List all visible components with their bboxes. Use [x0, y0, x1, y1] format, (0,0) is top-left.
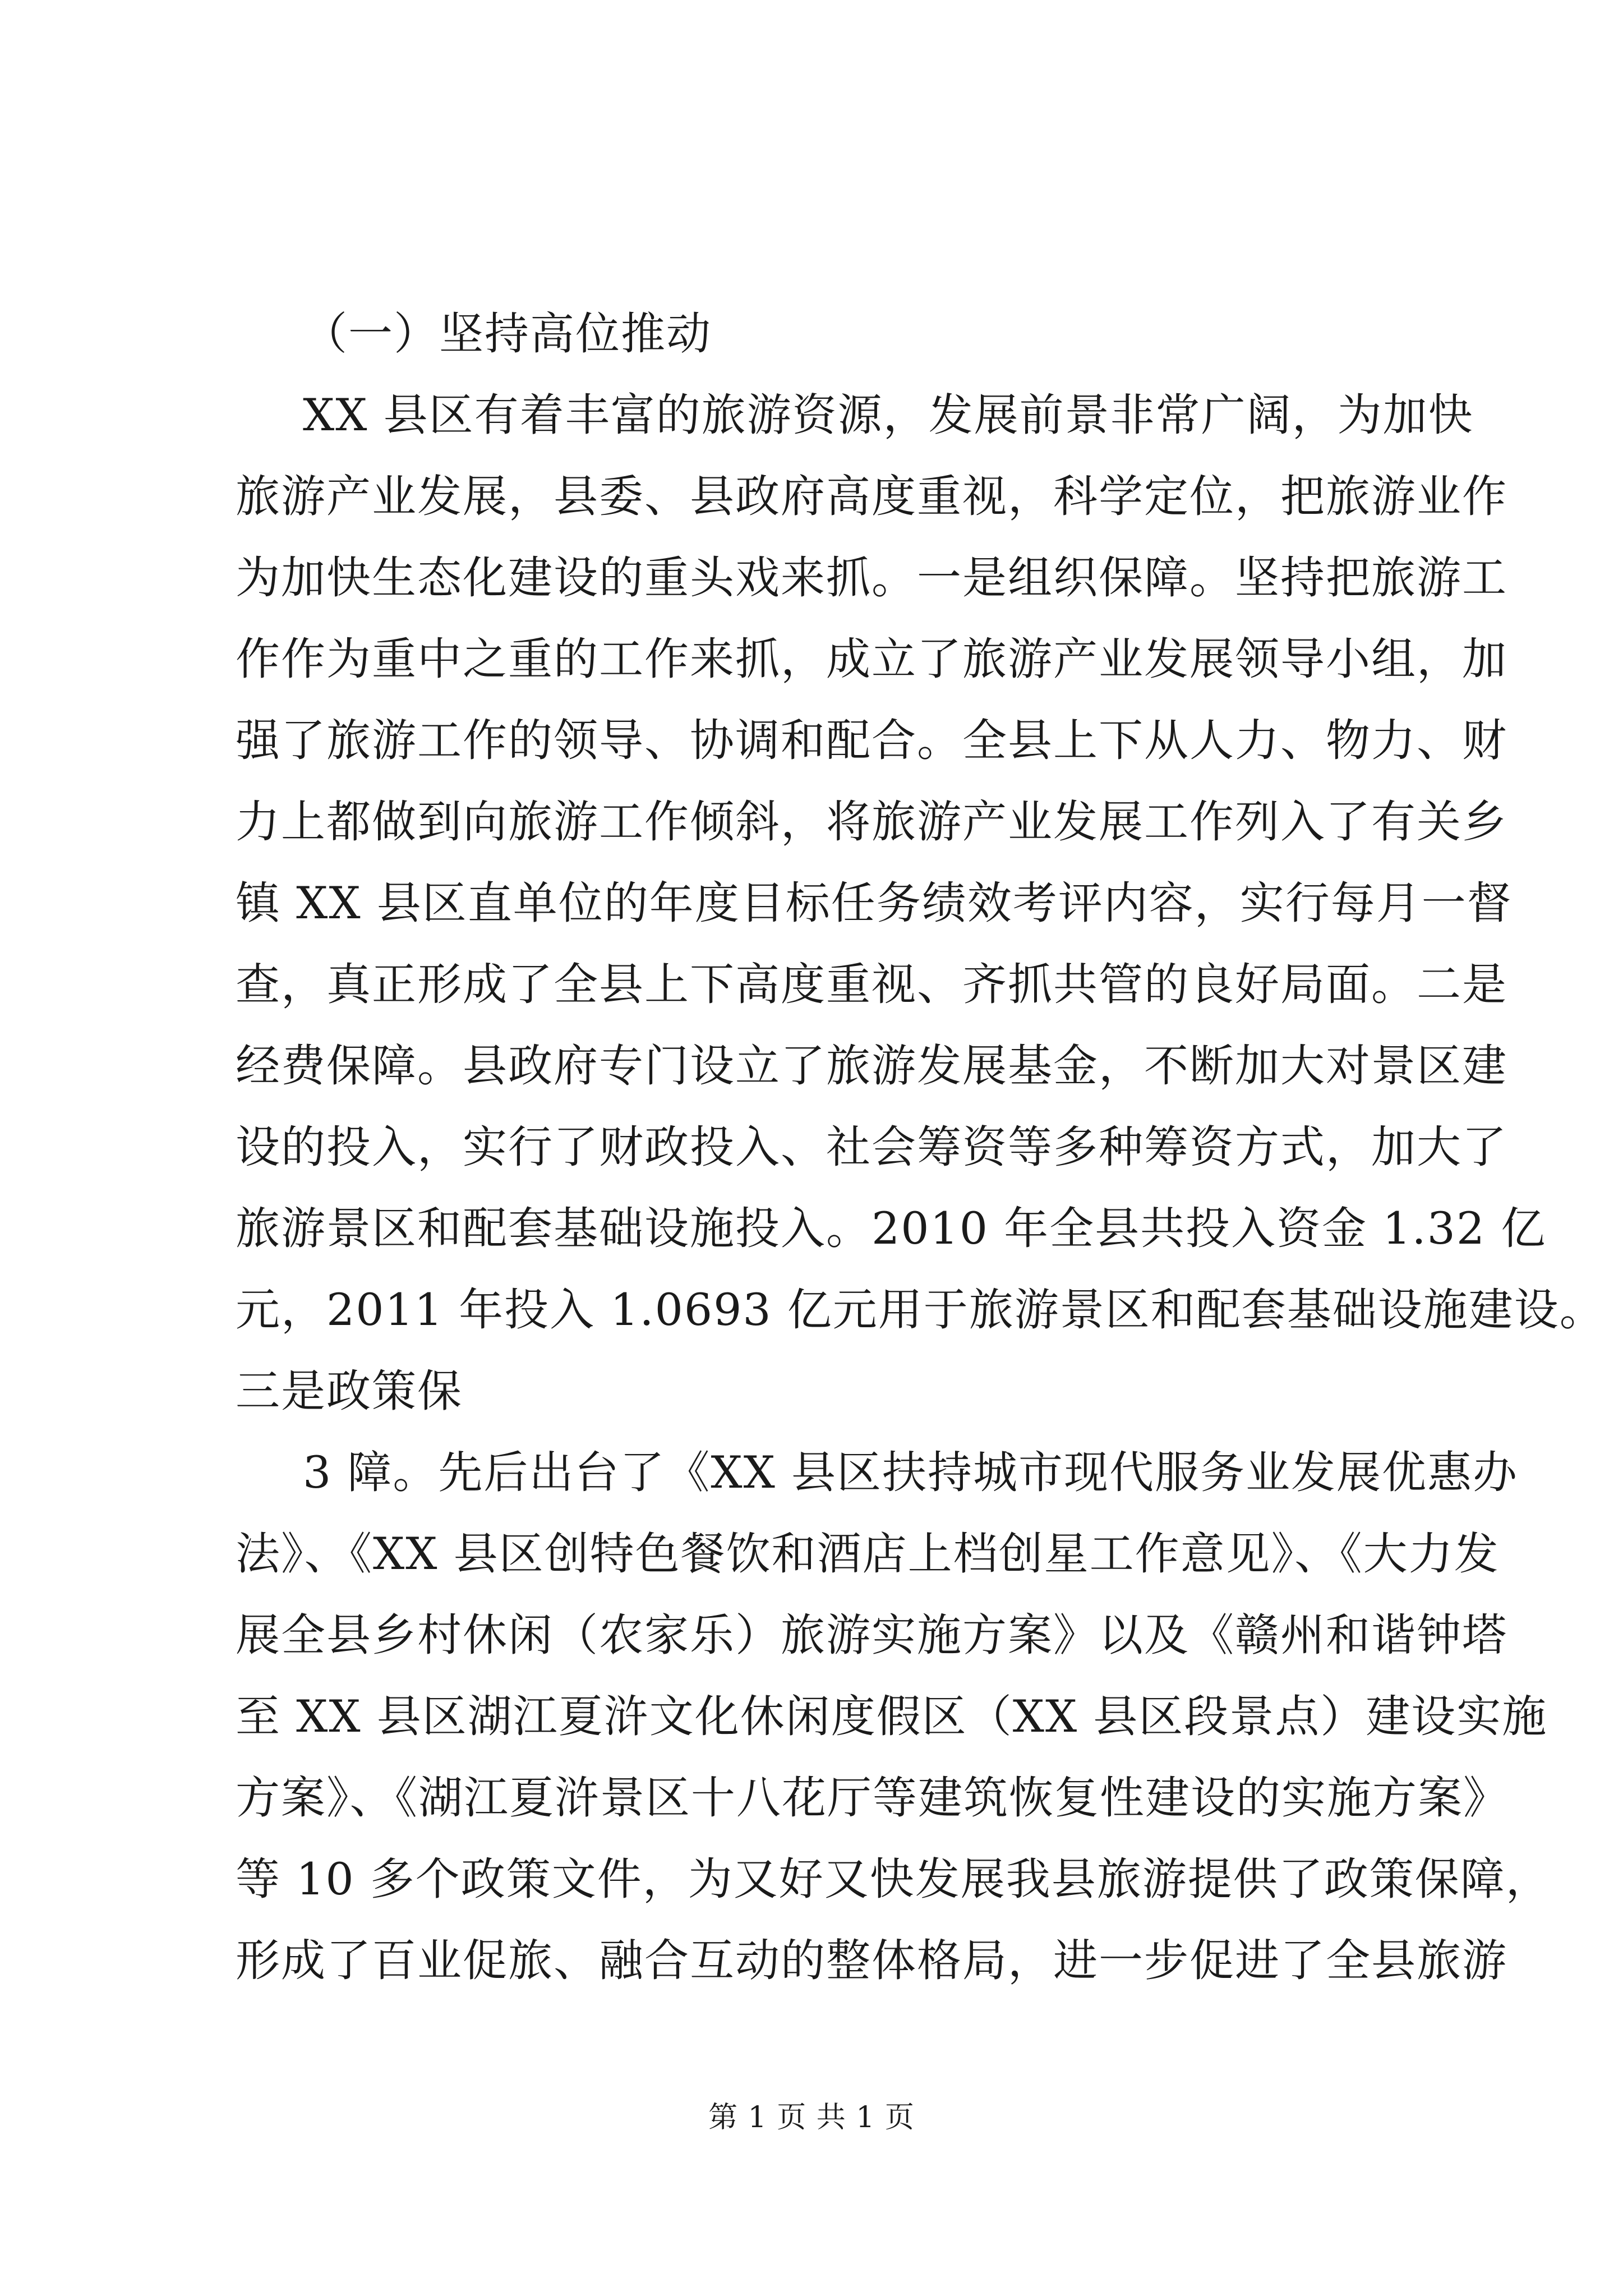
paragraph-line: 查，真正形成了全县上下高度重视、齐抓共管的良好局面。二是 [236, 959, 1507, 1010]
paragraph-line: 力上都做到向旅游工作倾斜，将旅游产业发展工作列入了有关乡 [236, 796, 1507, 848]
paragraph-line: 作作为重中之重的工作来抓，成立了旅游产业发展领导小组，加 [236, 633, 1507, 685]
paragraph-line: 形成了百业促旅、融合互动的整体格局，进一步促进了全县旅游 [236, 1935, 1507, 1986]
page-number-footer: 第 1 页 共 1 页 [708, 2101, 915, 2134]
paragraph-line: XX 县区有着丰富的旅游资源，发展前景非常广阔，为加快 [303, 389, 1474, 441]
paragraph-line: 方案》、《湖江夏浒景区十八花厅等建筑恢复性建设的实施方案》 [236, 1772, 1509, 1824]
paragraph-line: 设的投入，实行了财政投入、社会筹资等多种筹资方式，加大了 [236, 1121, 1507, 1173]
paragraph-line: 旅游产业发展，县委、县政府高度重视，科学定位，把旅游业作 [236, 471, 1507, 522]
paragraph-line: 为加快生态化建设的重头戏来抓。一是组织保障。坚持把旅游工 [236, 552, 1507, 604]
section-heading: （一）坚持高位推动 [303, 308, 712, 360]
paragraph-line: 3 障。先后出台了《XX 县区扶持城市现代服务业发展优惠办 [303, 1447, 1518, 1498]
paragraph-line: 元，2011 年投入 1.0693 亿元用于旅游景区和配套基础设施建设。 [236, 1284, 1605, 1336]
paragraph-line: 镇 XX 县区直单位的年度目标任务绩效考评内容，实行每月一督 [236, 877, 1513, 929]
paragraph-line: 强了旅游工作的领导、协调和配合。全县上下从人力、物力、财 [236, 715, 1507, 766]
paragraph-line: 经费保障。县政府专门设立了旅游发展基金，不断加大对景区建 [236, 1040, 1507, 1092]
paragraph-line: 旅游景区和配套基础设施投入。2010 年全县共投入资金 1.32 亿 [236, 1203, 1547, 1254]
paragraph-line: 至 XX 县区湖江夏浒文化休闲度假区（XX 县区段景点）建设实施 [236, 1691, 1548, 1742]
paragraph-line: 展全县乡村休闲（农家乐）旅游实施方案》以及《赣州和谐钟塔 [236, 1609, 1507, 1661]
paragraph-line: 三是政策保 [236, 1365, 463, 1417]
paragraph-line: 等 10 多个政策文件，为又好又快发展我县旅游提供了政策保障， [236, 1853, 1551, 1905]
paragraph-line: 法》、《XX 县区创特色餐饮和酒店上档创星工作意见》、《大力发 [236, 1528, 1500, 1580]
